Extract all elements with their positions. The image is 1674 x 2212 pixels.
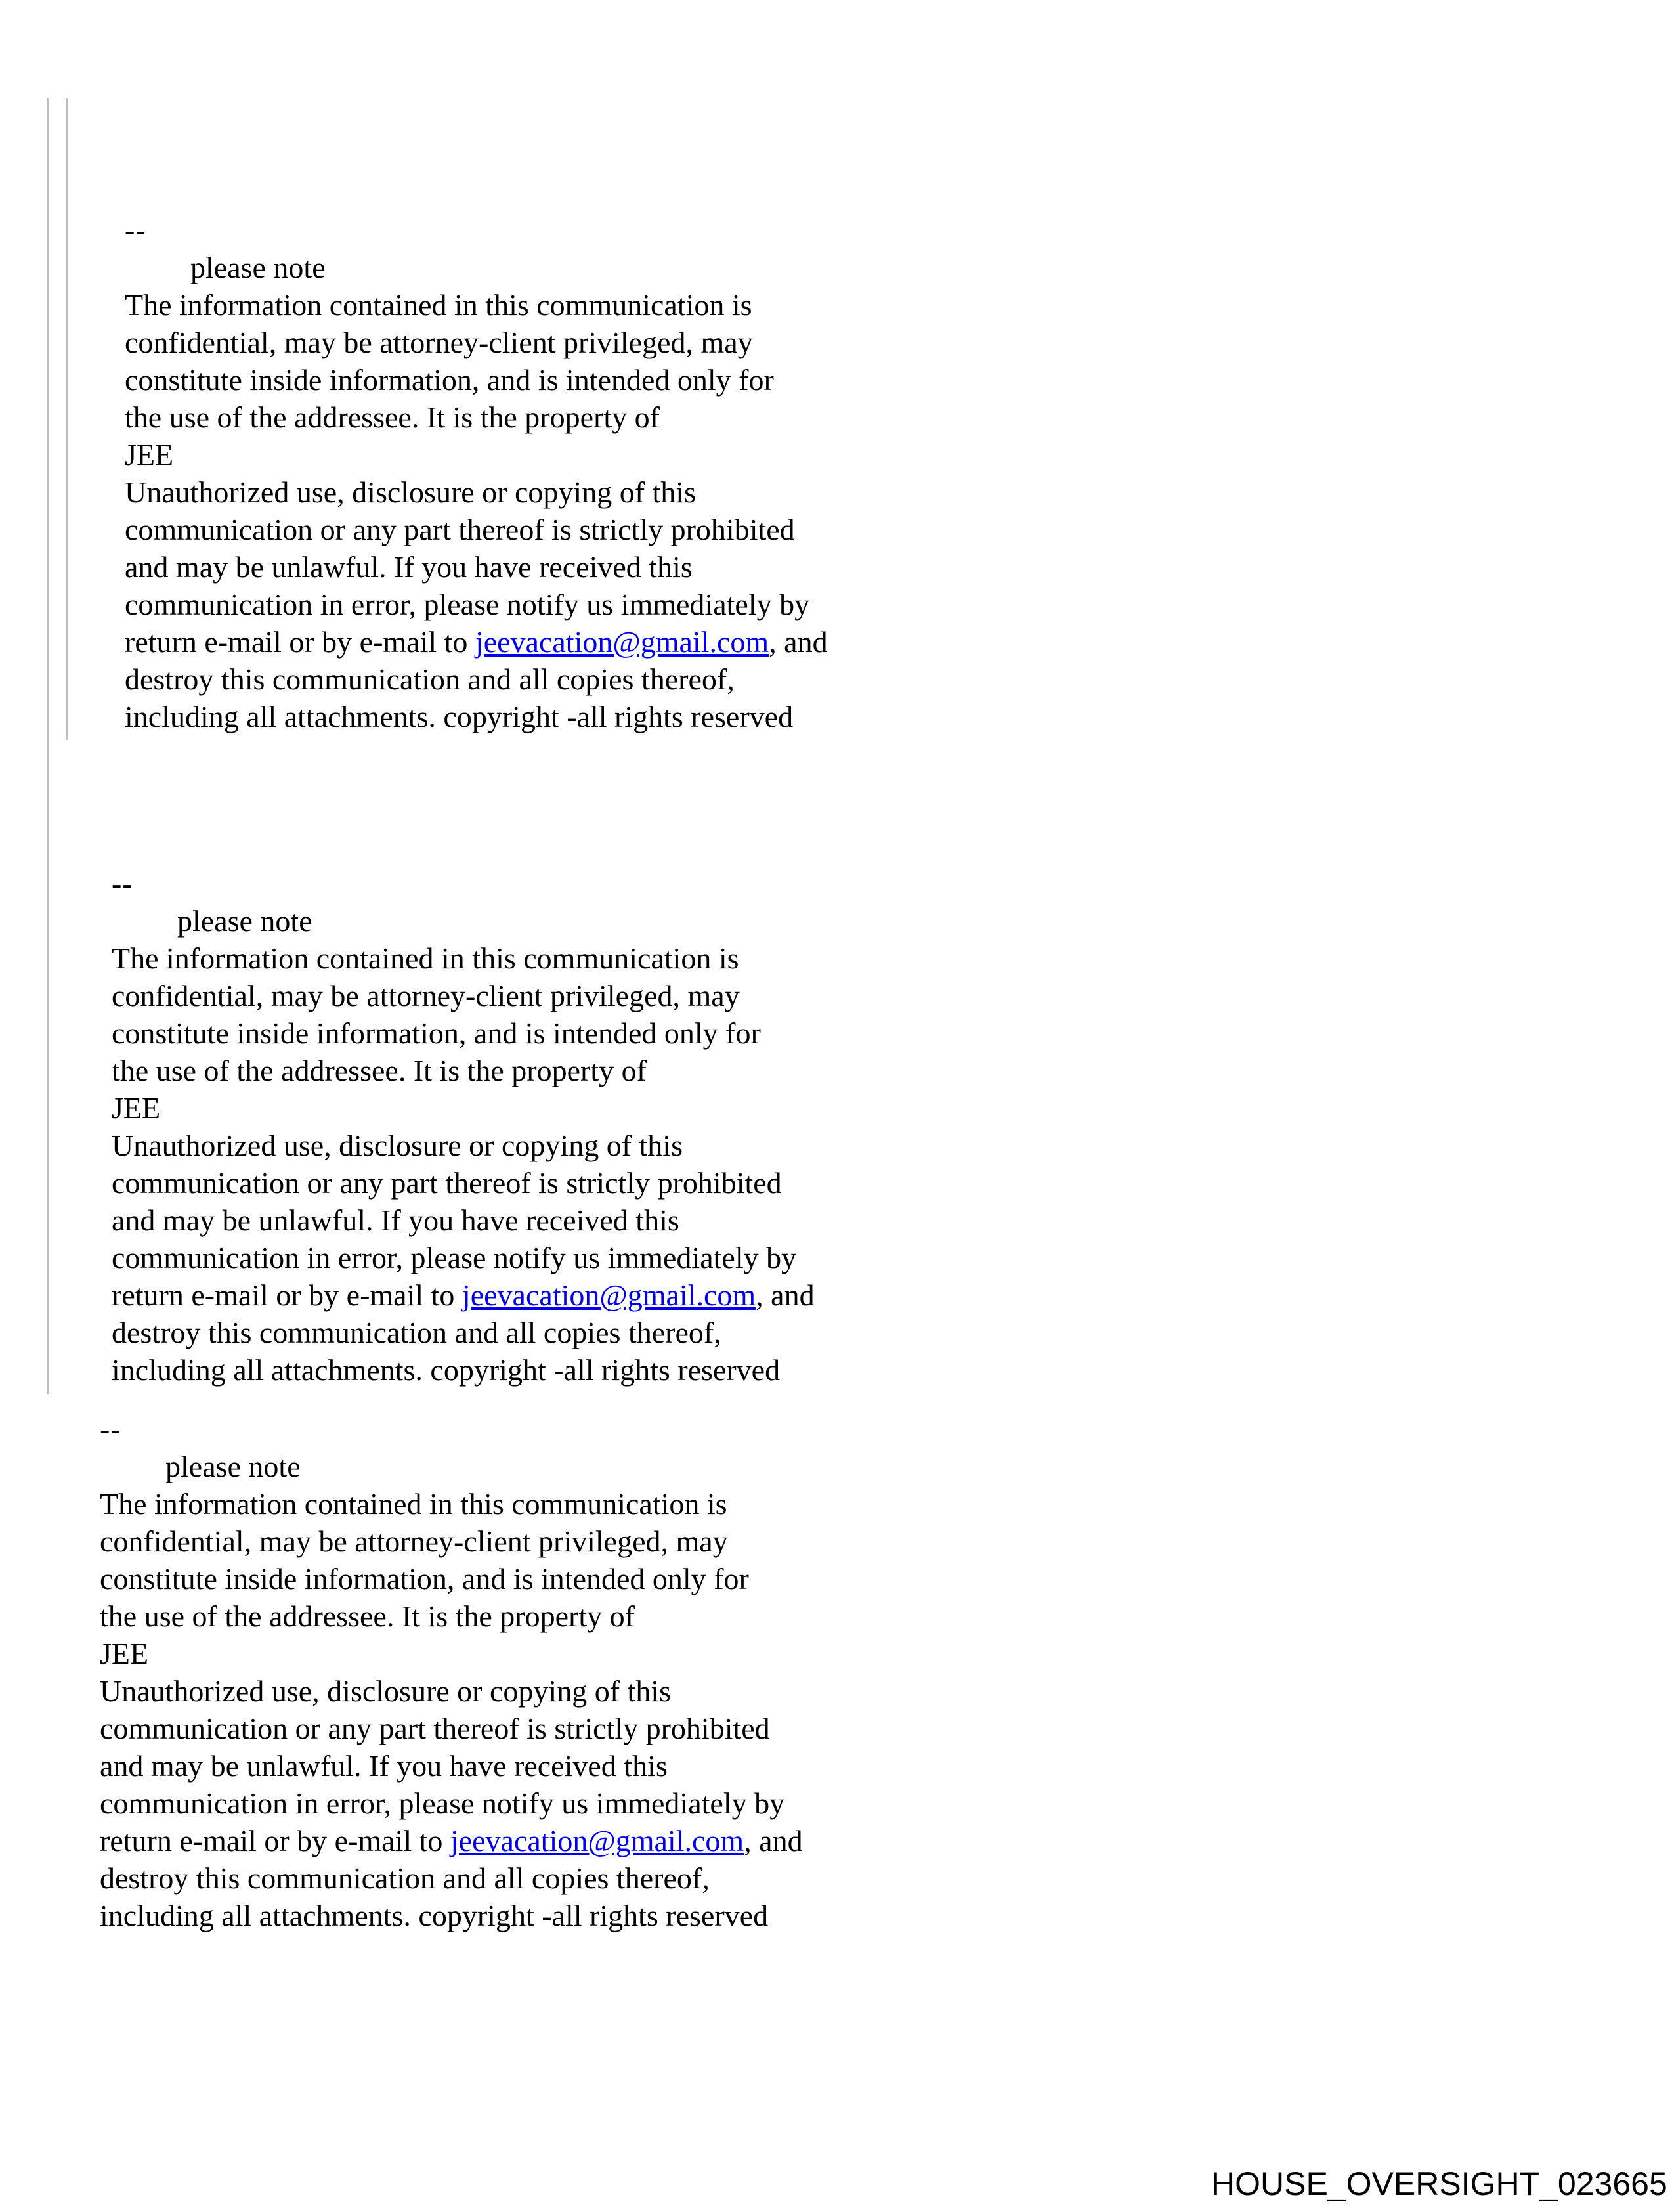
disclaimer-line: communication or any part thereof is strictly prohibited [125, 513, 795, 546]
disclaimer-line: destroy this communication and all copies thereof, [112, 1316, 721, 1349]
disclaimer-line: including all attachments. copyright -all rights reserved [125, 700, 794, 733]
disclaimer-line: communication in error, please notify us immediately by [112, 1241, 797, 1274]
disclaimer-text: return e-mail or by e-mail to [125, 625, 475, 659]
disclaimer-line [125, 623, 828, 661]
email-link[interactable]: jeevacation@gmail.com [461, 1278, 756, 1312]
disclaimer-line [112, 1276, 815, 1314]
disclaimer-text: , and [744, 1824, 803, 1857]
disclaimer-line: destroy this communication and all copies thereof, [125, 662, 735, 696]
signature-delimiter: -- [100, 1412, 121, 1446]
disclaimer-line: communication or any part thereof is strictly prohibited [112, 1166, 782, 1200]
disclaimer-line: Unauthorized use, disclosure or copying of this [112, 1129, 683, 1162]
disclaimer-line: The information contained in this communication is [125, 288, 752, 322]
bates-number: HOUSE_OVERSIGHT_023665 [1211, 2165, 1667, 2202]
disclaimer-line [100, 1822, 803, 1859]
disclaimer-line: JEE [112, 1091, 161, 1125]
disclaimer-line: communication in error, please notify us immediately by [100, 1787, 785, 1820]
quote-level-bar-inner [66, 98, 68, 740]
please-note-label: please note [177, 904, 312, 938]
disclaimer-line: the use of the addressee. It is the property of [112, 1054, 647, 1087]
disclaimer-line: communication or any part thereof is strictly prohibited [100, 1712, 770, 1745]
disclaimer-line: including all attachments. copyright -all rights reserved [100, 1899, 769, 1932]
disclaimer-line: JEE [100, 1637, 149, 1670]
please-note-label: please note [190, 251, 326, 284]
signature-delimiter: -- [125, 213, 146, 247]
disclaimer-line: including all attachments. copyright -all rights reserved [112, 1353, 781, 1387]
disclaimer-line: constitute inside information, and is intended only for [125, 363, 774, 397]
quote-level-bar-outer [47, 98, 49, 1394]
disclaimer-text: , and [756, 1278, 815, 1312]
disclaimer-line: confidential, may be attorney-client privileged, may [125, 326, 753, 359]
disclaimer-line: constitute inside information, and is intended only for [112, 1016, 761, 1050]
disclaimer-line: the use of the addressee. It is the property of [125, 401, 660, 434]
disclaimer-line: and may be unlawful. If you have received this [112, 1204, 679, 1237]
disclaimer-block [100, 1410, 803, 1934]
signature-delimiter: -- [112, 867, 133, 900]
disclaimer-line: confidential, may be attorney-client privileged, may [100, 1525, 728, 1558]
email-link[interactable]: jeevacation@gmail.com [450, 1824, 744, 1857]
disclaimer-block [125, 211, 828, 735]
disclaimer-line: confidential, may be attorney-client privileged, may [112, 979, 740, 1012]
disclaimer-line: communication in error, please notify us immediately by [125, 588, 810, 621]
disclaimer-text: , and [769, 625, 828, 659]
disclaimer-line: and may be unlawful. If you have received this [125, 550, 693, 584]
please-note-label: please note [165, 1450, 301, 1483]
email-link[interactable]: jeevacation@gmail.com [475, 625, 769, 659]
disclaimer-block [112, 865, 815, 1389]
disclaimer-line: The information contained in this communication is [112, 942, 739, 975]
disclaimer-line: JEE [125, 438, 174, 471]
disclaimer-line: Unauthorized use, disclosure or copying of this [100, 1674, 671, 1708]
disclaimer-line: Unauthorized use, disclosure or copying of this [125, 475, 696, 509]
disclaimer-line: destroy this communication and all copies thereof, [100, 1861, 710, 1895]
disclaimer-text: return e-mail or by e-mail to [100, 1824, 450, 1857]
disclaimer-line: the use of the addressee. It is the property of [100, 1599, 635, 1633]
disclaimer-text: return e-mail or by e-mail to [112, 1278, 462, 1312]
disclaimer-line: and may be unlawful. If you have received this [100, 1749, 668, 1783]
disclaimer-line: The information contained in this communication is [100, 1487, 727, 1521]
disclaimer-line: constitute inside information, and is intended only for [100, 1562, 749, 1595]
